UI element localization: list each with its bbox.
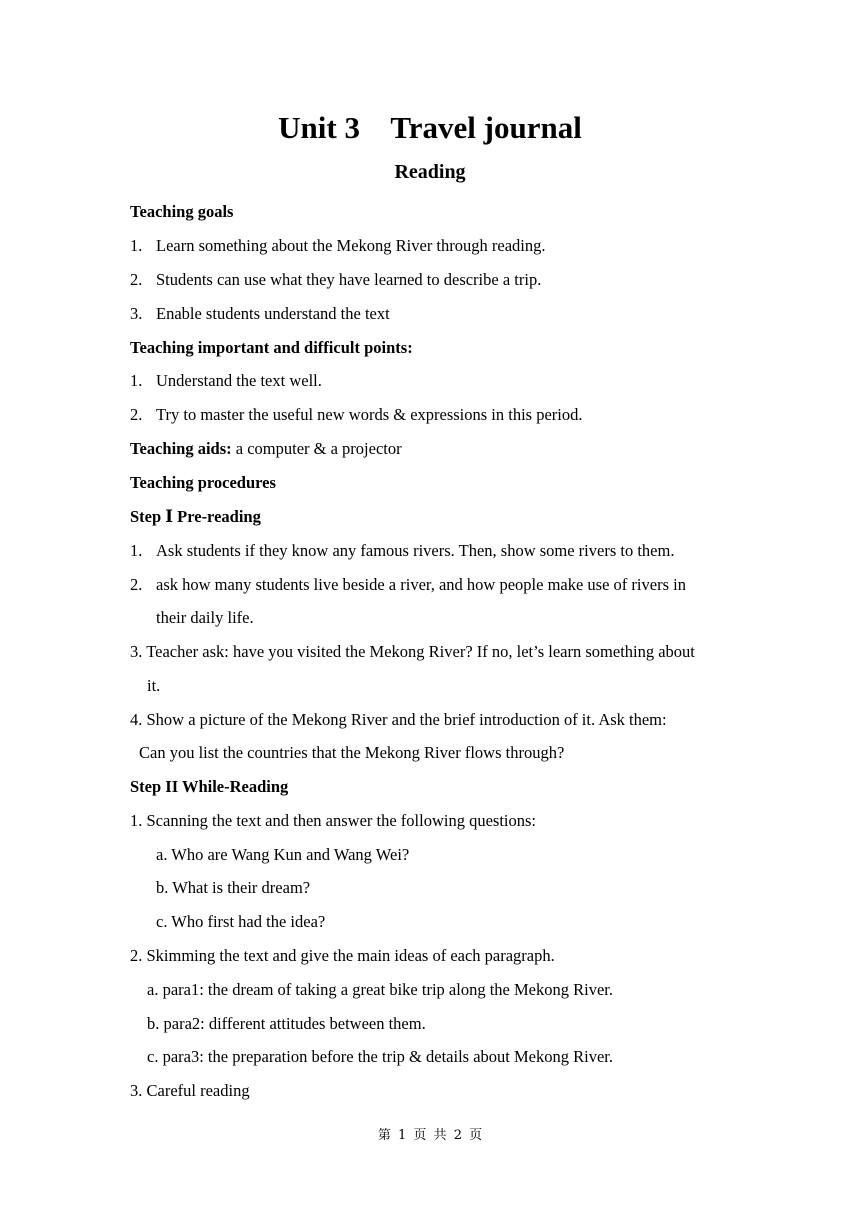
point-number: 1. [130,371,143,390]
skim-paragraph: b. para2: different attitudes between them. [147,1014,426,1033]
step1-text-continued: their daily life. [156,608,254,627]
step1-item: 3. Teacher ask: have you visited the Mekong River? If no, let’s learn something about [130,642,695,661]
point-item [130,403,734,427]
goal-text: Students can use what they have learned to describe a trip. [156,270,542,289]
careful-reading: 3. Careful reading [130,1081,250,1100]
goal-text: Enable students understand the text [156,304,390,323]
point-text: Understand the text well. [156,371,322,390]
goal-text: Learn something about the Mekong River through reading. [156,236,546,255]
points-heading: Teaching important and difficult points: [130,338,413,357]
aids-text: a computer & a projector [231,439,402,458]
aids-line [130,437,734,461]
goal-number: 1. [130,236,143,255]
page-footer: 第 1 页 共 2 页 [377,1128,483,1143]
goal-item [130,268,734,292]
step1-item: 4. Show a picture of the Mekong River and the brief introduction of it. Ask them: [130,710,667,729]
scan-question: c. Who first had the idea? [156,912,326,931]
step1-text: ask how many students live beside a river, and how people make use of rivers in [156,575,686,594]
goals-heading: Teaching goals [130,202,234,221]
point-item [130,369,734,393]
page-subtitle: Reading [394,161,466,183]
step1-heading: Step Ⅰ Pre-reading [130,507,261,526]
step1-text-continued: it. [147,676,161,695]
aids-label: Teaching aids: [130,439,232,458]
step2-heading: Step II While-Reading [130,777,289,796]
step1-number: 1. [130,541,143,560]
step1-item [130,573,734,597]
skim-paragraph: c. para3: the preparation before the trip & details about Mekong River. [147,1047,613,1066]
step1-item [130,539,734,563]
point-text: Try to master the useful new words & expressions in this period. [156,405,583,424]
step1-text-continued: Can you list the countries that the Mekong River flows through? [139,743,565,762]
goal-item [130,234,734,258]
point-number: 2. [130,405,143,424]
skim-instruction: 2. Skimming the text and give the main ideas of each paragraph. [130,946,555,965]
skim-paragraph: a. para1: the dream of taking a great bike trip along the Mekong River. [147,980,613,999]
scan-question: b. What is their dream? [156,878,311,897]
scan-instruction: 1. Scanning the text and then answer the following questions: [130,811,537,830]
procedures-heading: Teaching procedures [130,473,276,492]
goal-number: 3. [130,304,143,323]
goal-number: 2. [130,270,143,289]
scan-question: a. Who are Wang Kun and Wang Wei? [156,845,410,864]
goal-item [130,302,734,326]
step1-text: Ask students if they know any famous rivers. Then, show some rivers to them. [156,541,675,560]
page-title: Unit 3 Travel journal [278,110,582,145]
step1-number: 2. [130,575,143,594]
